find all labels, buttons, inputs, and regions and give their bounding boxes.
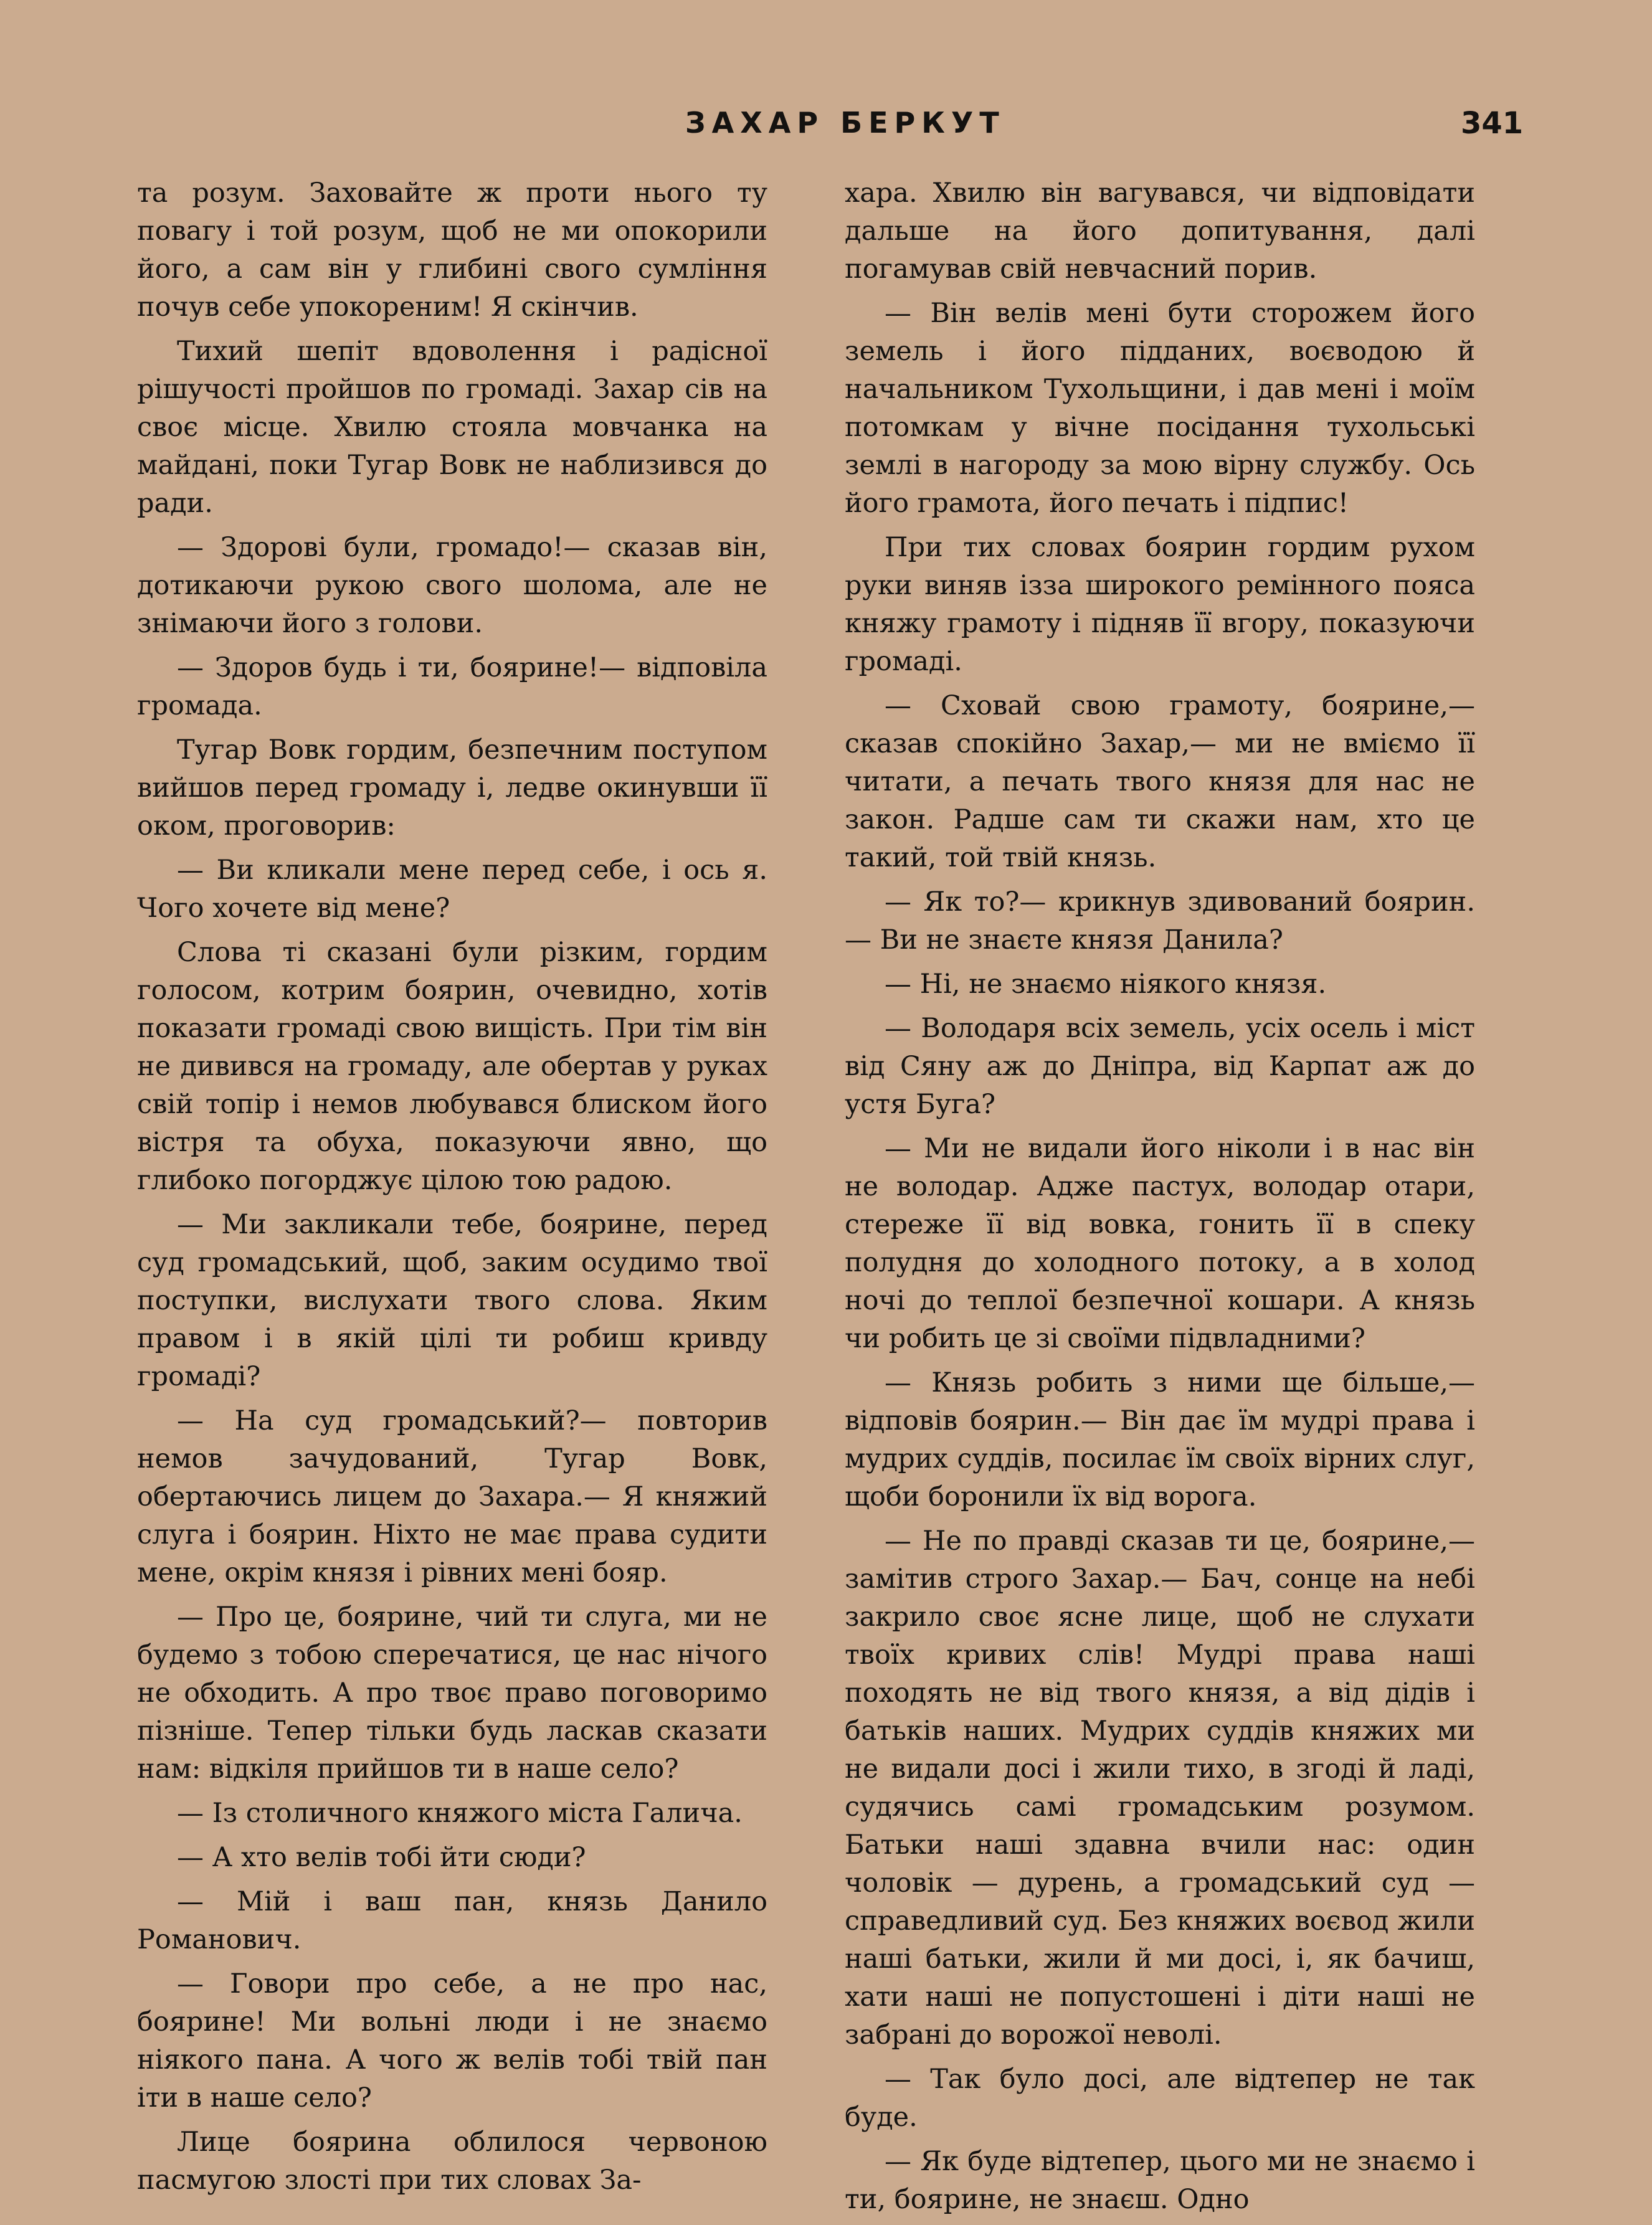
right-text-column — [845, 174, 1475, 2225]
left-text-column — [137, 174, 767, 2206]
paragraph: — Із столичного княжого міста Галича. — [177, 1798, 743, 1829]
paragraph: — Князь робить з ними ще більше,— відповів боярин.— Він дає їм мудрі права і мудрих суддів, посилає їм своїх вірних слуг, щоби боронили їх від ворога. — [845, 1367, 1475, 1512]
paragraph: При тих словах боярин гордим рухом руки виняв ізза широкого ремінного пояса княжу грамоту і підняв її вгору, показуючи громаді. — [845, 532, 1475, 677]
paragraph: — Він велів мені бути сторожем його земель і його підданих, воєводою й начальником Тухольщини, і дав мені і моїм потомкам у вічне посідання тухольські землі в нагороду за мою вірну службу. Ось його грамота, його печать і підпис! — [845, 298, 1475, 519]
paragraph: — Здоров будь і ти, бояринe!— відповіла громада. — [137, 652, 767, 721]
paragraph: — Так було досі, але відтепер не так буде. — [845, 2064, 1475, 2133]
paragraph: — Як то?— крикнув здивований боярин.— Ви не знаєте князя Данила? — [845, 886, 1475, 956]
paragraph: Тихий шепіт вдоволення і радісної рішучості пройшов по громаді. Захар сів на своє місце. Хвилю стояла мовчанка на майдані, поки Тугар Вовк не наблизився до ради. — [137, 336, 767, 519]
paragraph: — Говори про себе, а не про нас, бояринe! Ми вольні люди і не знаємо ніякого пана. А чого ж велів тобі твій пан іти в наше село? — [137, 1968, 767, 2114]
paragraph: та розум. Заховайте ж проти нього ту повагу і той розум, щоб не ми опокорили його, а сам він у глибині свого сумління почув себе упокореним! Я скінчив. — [137, 178, 767, 323]
paragraph: — Ми закликали тебе, бояринe, перед суд громадський, щоб, заким осудимо твої поступки, вислухати твого слова. Яким правом і в якій цілі ти робиш кривду громаді? — [137, 1209, 767, 1392]
paragraph: — Сховай свою грамоту, бояринe,— сказав спокійно Захар,— ми не вміємо її читати, а печать твого князя для нас не закон. Радше сам ти скажи нам, хто це такий, той твій князь. — [845, 690, 1475, 873]
running-title: ЗАХАР БЕРКУТ — [685, 106, 1005, 140]
paragraph: — Здорові були, громадо!— сказав він, дотикаючи рукою свого шолома, але не знімаючи його з голови. — [137, 532, 767, 639]
paragraph: Тугар Вовк гордим, безпечним поступом вийшов перед громаду і, ледве окинувши її оком, проговорив: — [137, 734, 767, 842]
paragraph: — На суд громадський?— повторив немов зачудований, Тугар Вовк, обертаючись лицем до Захара.— Я княжий слуга і боярин. Ніхто не має права судити мене, окрім князя і рівних мені бояр. — [137, 1405, 767, 1588]
paragraph: Слова ті сказані були різким, гордим голосом, котрим боярин, очевидно, хотів показати громаді свою вищість. При тім він не дивився на громаду, але обертав у руках свій топір і немов любувався блиском його вістря та обуха, показуючи явно, що глибоко погорджує цілою тою радою. — [137, 937, 767, 1196]
paragraph: — Ні, не знаємо ніякого князя. — [885, 969, 1327, 1000]
paragraph: — Володаря всіх земель, усіх осель і міст від Сяну аж до Дніпра, від Карпат аж до устя Буга? — [845, 1013, 1475, 1120]
paragraph: — Ми не видали його ніколи і в нас він не володар. Адже пастух, володар отари, стереже її від вовка, гонить її в спеку полудня до холодного потоку, а в холод ночі до теплої безпечної кошари. А князь чи робить це зі своїми підвладними? — [845, 1133, 1475, 1354]
page-number: 341 — [1461, 106, 1524, 141]
paragraph: — Як буде відтепер, цього ми не знаємо і ти, бояринe, не знаєш. Одно — [845, 2146, 1475, 2215]
paragraph: хара. Хвилю він вагувався, чи відповідати дальше на його допитування, далі погамував свій невчасний порив. — [845, 178, 1475, 285]
paragraph: — Не по правді сказав ти це, бояринe,— замітив строго Захар.— Бач, сонце на небі закрило своє ясне лице, щоб не слухати твоїх кривих слів! Мудрі права наші походять не від твого князя, а від дідів і батьків наших. Мудрих суддів княжих ми не видали досі і жили тихо, в згоді й ладі, судячись самі громадським розумом. Батьки наші здавна вчили нас: один чоловік — дурень, а громадський суд — справедливий суд. Без княжих воєвод жили наші батьки, жили й ми досі, і, як бачиш, хати наші не попустошені і діти наші не забрані до ворожої неволі. — [845, 1525, 1475, 2051]
paragraph: — Про це, бояринe, чий ти слуга, ми не будемо з тобою сперечатися, це нас нічого не обходить. А про твоє право поговоримо пізніше. Тепер тільки будь ласкав сказати нам: відкіля прийшов ти в наше село? — [137, 1601, 767, 1785]
paragraph: — Ви кликали мене перед себе, і ось я. Чого хочете від мене? — [137, 855, 767, 924]
paragraph: — А хто велів тобі йти сюди? — [177, 1842, 586, 1873]
paragraph: — Мій і ваш пан, князь Данило Романович. — [137, 1886, 767, 1955]
paragraph: Лице боярина облилося червоною пасмугою злості при тих словах За- — [137, 2127, 767, 2196]
